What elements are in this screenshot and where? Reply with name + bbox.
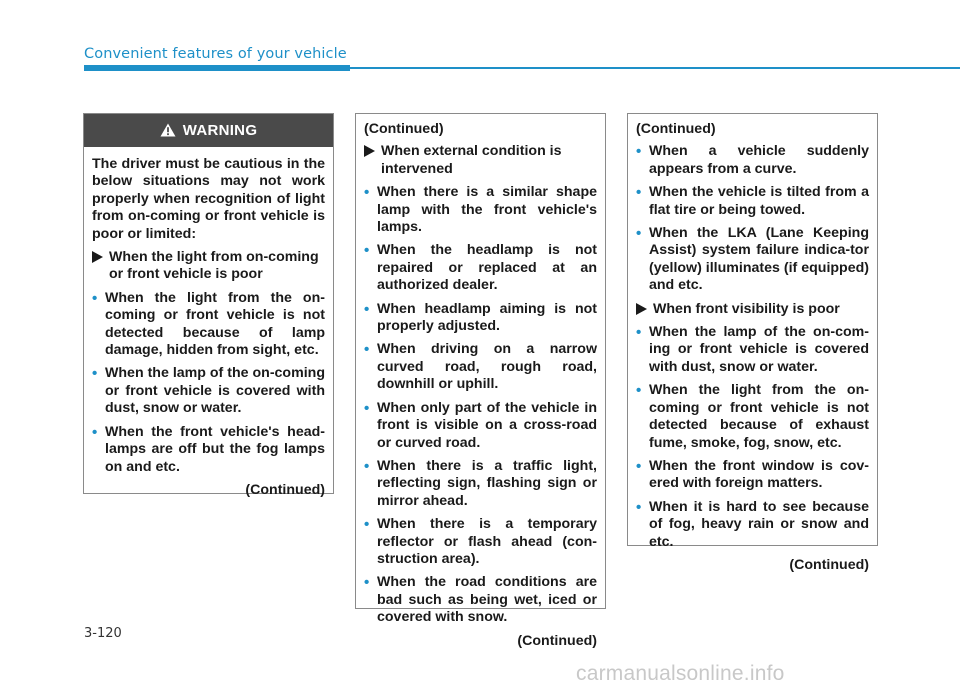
list-item: • When driving on a narrow curved road, rough road, downhill or uphill. [364, 341, 597, 393]
subheading: When front visibility is poor [636, 301, 869, 318]
list-item: • When headlamp aiming is not properly adjusted. [364, 300, 597, 335]
warning-label: WARNING [182, 121, 258, 139]
list-item: • When the lamp of the on-com-ing or front vehicle is covered with dust, snow or water. [636, 324, 869, 375]
subheading: When the light from on-coming or front vehicle is poor [92, 249, 325, 284]
header-rule-accent [84, 65, 350, 71]
list-item: • When it is hard to see because of fog, heavy rain or snow and etc. [636, 498, 869, 550]
list-item: • When there is a temporary reflector or flash ahead (con-struction area). [364, 516, 597, 567]
triangle-arrow-icon [92, 251, 103, 284]
list-item: • When only part of the vehicle in front is visible on a cross-road or curved road. [364, 399, 597, 451]
warning-intro: The driver must be cautious in the below situations may not work properly when recognition of light from on-coming or front vehicle is poor or limited: [92, 156, 325, 242]
continued-label: (Continued) [245, 481, 325, 498]
list-item: • When the headlamp is not repaired or replaced at an authorized dealer. [364, 242, 597, 294]
list-item: • When the light from the on-coming or front vehicle is not detected because of exhaust fume, smoke, fog, snow, etc. [636, 382, 869, 451]
warning-triangle-icon [160, 123, 176, 137]
triangle-arrow-icon [364, 145, 375, 178]
list-item: • When there is a similar shape lamp with the front vehicle's lamps. [364, 184, 597, 236]
warning-header [84, 114, 333, 147]
list-item: • When the front vehicle's head-lamps are off but the fog lamps on and etc. [92, 423, 325, 475]
continued-label: (Continued) [364, 121, 444, 137]
list-item: • When the road conditions are bad such as being wet, iced or covered with snow. [364, 574, 597, 626]
list-item: • When the light from the on-coming or front vehicle is not detected because of lamp damage, hidden from sight, etc. [92, 289, 325, 359]
continued-box-2 [355, 113, 606, 649]
triangle-arrow-icon [636, 303, 647, 318]
list-item: • When the front window is cov-ered with foreign matters. [636, 457, 869, 492]
continued-label: (Continued) [636, 121, 716, 137]
page-number: 3-120 [84, 626, 122, 641]
list-item: • When the lamp of the on-coming or front vehicle is covered with dust, snow or water. [92, 365, 325, 417]
list-item: • When there is a traffic light, reflecting sign, flashing sign or mirror ahead. [364, 457, 597, 509]
subheading: When external condition is intervened [364, 143, 597, 178]
continued-label: (Continued) [789, 556, 869, 573]
list-item: • When a vehicle suddenly appears from a curve. [636, 143, 869, 177]
list-item: • When the vehicle is tilted from a flat tire or being towed. [636, 184, 869, 218]
warning-box [83, 113, 334, 498]
watermark: carmanualsonline.info [576, 662, 785, 685]
continued-box-3 [627, 113, 878, 573]
header-rule [350, 67, 960, 69]
continued-label: (Continued) [517, 632, 597, 649]
list-item: • When the LKA (Lane Keeping Assist) system failure indica-tor (yellow) illuminates (if equipped) and etc. [636, 225, 869, 294]
section-title: Convenient features of your vehicle [84, 46, 347, 62]
